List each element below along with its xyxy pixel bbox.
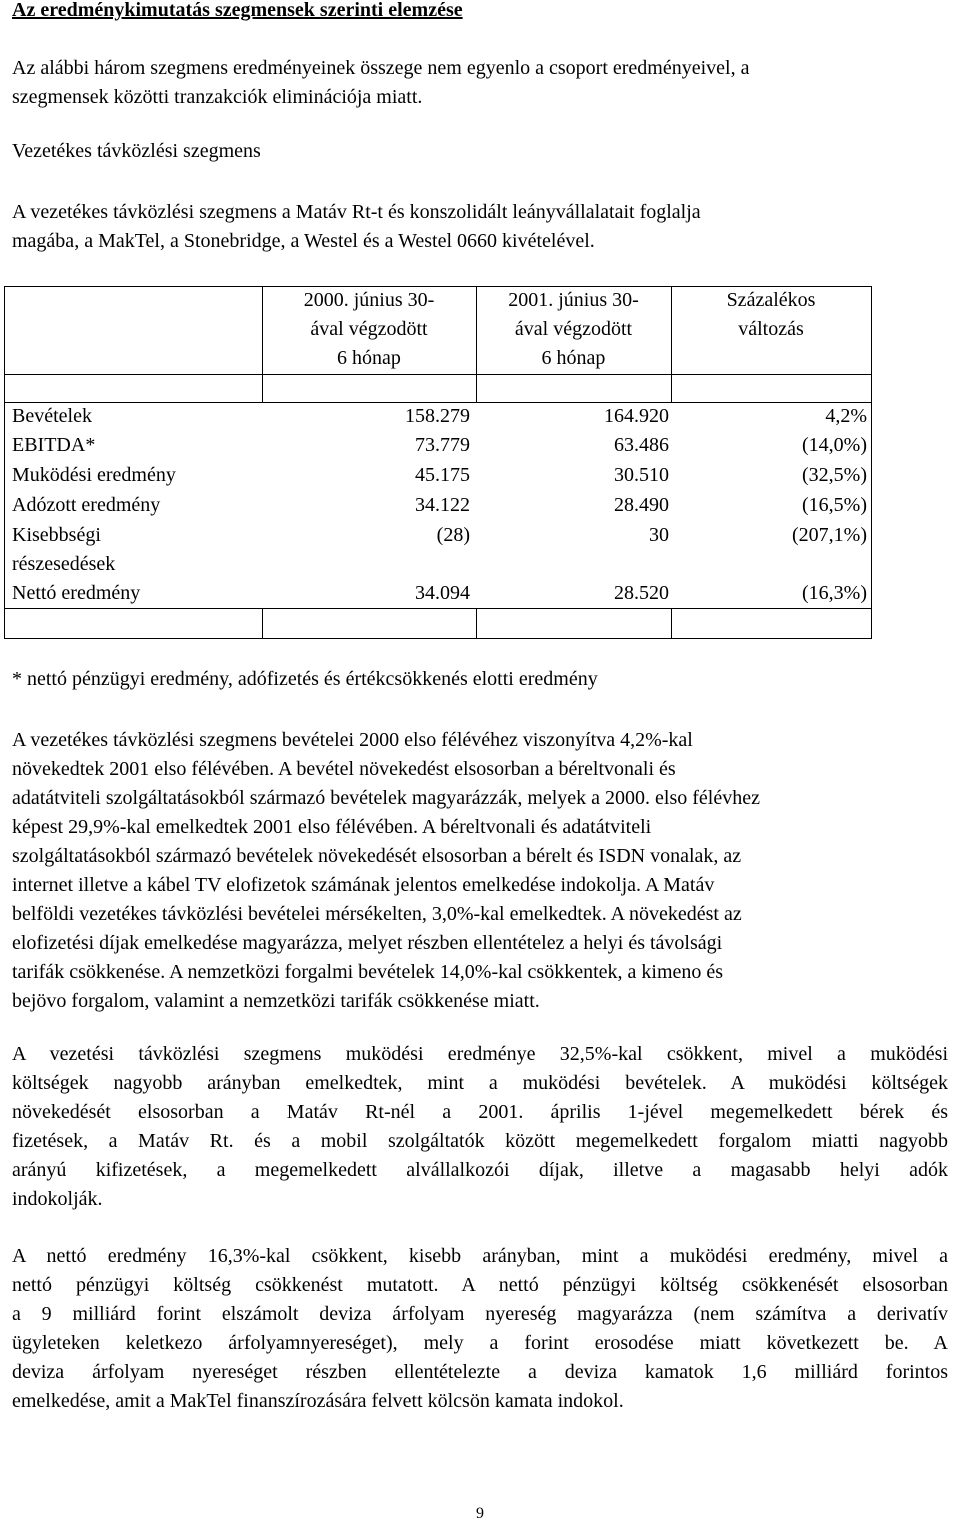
segment-line: magába, a MakTel, a Stonebridge, a Westel és a Westel 0660 kivételével. [12,230,595,252]
text-line: tarifák csökkenése. A nemzetközi forgalmi bevételek 14,0%-kal csökkentek, a kimeno és [12,961,724,983]
row-value-2000: (28) [436,524,470,546]
row-label: EBITDA* [12,434,96,456]
segment-description [12,198,948,256]
section-title: Az eredménykimutatás szegmensek szerinti elemzése [12,0,463,21]
page-number: 9 [476,1505,484,1522]
text-line: emelkedése, amit a MakTel finanszírozására felvett kölcsön kamata indokol. [12,1390,624,1412]
text-line: növekedését elsosorban a Matáv Rt-nél a 2001. április 1-jével megemelkedett bérek és [12,1101,948,1123]
row-label: Muködési eredmény [12,464,176,486]
text-line: A nettó eredmény 16,3%-kal csökkent, kisebb arányban, mint a muködési eredmény, mivel a [12,1245,948,1267]
header-line: ával végzodött [310,318,428,340]
row-value-2001: 63.486 [614,434,669,456]
text-line: deviza árfolyam nyereséget részben ellentételezte a deviza kamatok 1,6 milliárd forintos [12,1361,948,1383]
paragraph-net-result [12,1242,948,1416]
row-label-line: részesedések [12,553,116,575]
intro-paragraph [12,54,948,112]
paragraph-revenue [12,726,948,1016]
row-label [12,521,115,579]
results-table [4,286,872,639]
row-value-2001: 28.490 [614,494,669,516]
row-label: Adózott eredmény [12,494,161,516]
header-line: Százalékos [726,289,816,311]
text-line: arányú kifizetések, a megemelkedett alvállalkozói díjak, illetve a magasabb helyi adók [12,1159,948,1181]
row-value-2000: 45.175 [415,464,470,486]
text-line: A vezetési távközlési szegmens muködési eredménye 32,5%-kal csökkent, mivel a muködési [12,1043,948,1065]
header-2001 [476,286,671,373]
row-value-pct: (14,0%) [802,434,867,456]
text-line: szolgáltatásokból származó bevételek növekedését elsosorban a bérelt és ISDN vonalak, az [12,845,742,867]
text-line: belföldi vezetékes távközlési bevételei mérsékelten, 3,0%-kal emelkedtek. A növekedést az [12,903,742,925]
row-value-pct: 4,2% [825,405,867,427]
paragraph-operating-result [12,1040,948,1214]
row-value-2000: 158.279 [405,405,470,427]
row-value-2001: 28.520 [614,582,669,604]
text-line: A vezetékes távközlési szegmens bevételei 2000 elso félévéhez viszonyítva 4,2%-kal [12,729,693,751]
text-line: internet illetve a kábel TV elofizetok számának jelentos emelkedése indokolja. A Matáv [12,874,715,896]
text-line: adatátviteli szolgáltatásokból származó bevételek magyarázzák, melyek a 2000. elso félévhez [12,787,760,809]
text-line: költségek nagyobb arányban emelkedtek, mint a muködési bevételek. A muködési költségek [12,1072,948,1094]
text-line: fizetések, a Matáv Rt. és a mobil szolgáltatók között megemelkedett forgalom miatti nagyobb [12,1130,948,1152]
row-value-2001: 164.920 [604,405,669,427]
text-line: indokolják. [12,1188,103,1210]
intro-line: szegmensek közötti tranzakciók eliminációja miatt. [12,86,423,108]
text-line: bejövo forgalom, valamint a nemzetközi tarifák csökkenése miatt. [12,990,540,1012]
header-line: 2001. június 30- [508,289,639,311]
segment-line: A vezetékes távközlési szegmens a Matáv Rt-t és konszolidált leányvállalatait foglalja [12,201,701,223]
text-line: a 9 milliárd forint elszámolt deviza árfolyam nyereség magyarázza (nem számítva a derivatív [12,1303,948,1325]
header-line: 2000. június 30- [303,289,435,311]
footnote: * nettó pénzügyi eredmény, adófizetés és értékcsökkenés elotti eredmény [12,668,598,690]
row-label: Nettó eredmény [12,582,141,604]
text-line: növekedtek 2001 elso félévében. A bevétel növekedést elsosorban a béreltvonali és [12,758,676,780]
text-line: képest 29,9%-kal emelkedtek 2001 elso félévében. A béreltvonali és adatátviteli [12,816,652,838]
row-value-pct: (16,5%) [802,494,867,516]
header-line: 6 hónap [541,347,606,369]
header-line: ával végzodött [514,318,633,340]
text-line: elofizetési díjak emelkedése magyarázza, melyet részben ellentételez a helyi és távolsági [12,932,723,954]
row-value-pct: (32,5%) [802,464,867,486]
row-value-2001: 30 [649,524,669,546]
intro-line: Az alábbi három szegmens eredményeinek összege nem egyenlo a csoport eredményeivel, a [12,57,750,79]
subsection-title: Vezetékes távközlési szegmens [12,140,261,162]
header-line: 6 hónap [337,347,401,369]
row-value-2000: 73.779 [415,434,470,456]
row-label-line: Kisebbségi [12,524,101,546]
header-2000 [262,286,476,373]
row-value-pct: (16,3%) [802,582,867,604]
row-value-2000: 34.094 [415,582,470,604]
header-line: változás [738,318,804,340]
row-value-2001: 30.510 [614,464,669,486]
row-value-pct: (207,1%) [792,524,867,546]
row-value-2000: 34.122 [415,494,470,516]
header-pct-change [671,286,871,344]
text-line: nettó pénzügyi költség csökkenést mutatott. A nettó pénzügyi költség csökkenését elsosorban [12,1274,948,1296]
row-label: Bevételek [12,405,92,427]
text-line: ügyleteken keletkezo árfolyamnyereséget), mely a forint erosodése miatt következett be. A [12,1332,948,1354]
